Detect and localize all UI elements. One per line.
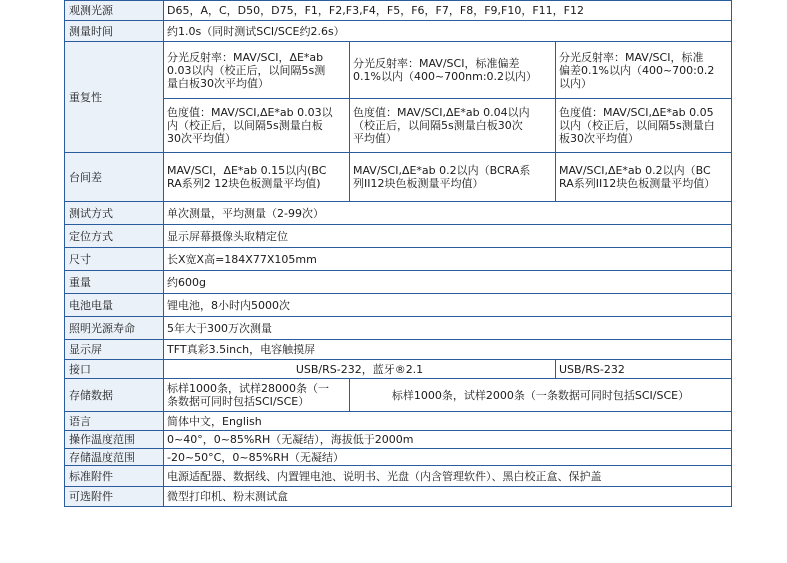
- row-label: 标准附件: [65, 466, 164, 487]
- row-value: 显示屏幕摄像头取精定位: [164, 225, 732, 248]
- row-label: 测试方式: [65, 202, 164, 225]
- row-value: 单次测量，平均测量（2-99次）: [164, 202, 732, 225]
- inter-instrument-3: MAV/SCI,ΔE*ab 0.2以内（BC RA系列II12块色板测量平均值）: [556, 153, 732, 202]
- row-inter-instrument: [65, 153, 732, 202]
- row-light-source: [65, 1, 732, 21]
- row-value: D65，A，C，D50，D75，F1，F2,F3,F4，F5，F6，F7，F8，F9,F10，F11，F12: [164, 1, 732, 21]
- repeatability-reflectance-1: 分光反射率：MAV/SCI，ΔE*ab 0.03以内（校正后，以间隔5s测 量白板30次平均值）: [164, 42, 350, 99]
- row-label: 重复性: [65, 42, 164, 153]
- row-optional-accessories: [65, 487, 732, 507]
- row-size: [65, 248, 732, 271]
- row-label: 重量: [65, 271, 164, 294]
- row-label: 测量时间: [65, 21, 164, 42]
- row-test-mode: [65, 202, 732, 225]
- repeatability-chroma-2: 色度值：MAV/SCI,ΔE*ab 0.04以内 （校正后，以间隔5s测量白板30次 平均值）: [350, 99, 556, 153]
- row-standard-accessories: [65, 466, 732, 487]
- row-value: 约600g: [164, 271, 732, 294]
- row-positioning: [65, 225, 732, 248]
- row-operating-temp: [65, 431, 732, 449]
- row-storage-temp: [65, 449, 732, 466]
- row-label: 台间差: [65, 153, 164, 202]
- row-label: 可选附件: [65, 487, 164, 507]
- row-value: 约1.0s（同时测试SCI/SCE约2.6s）: [164, 21, 732, 42]
- storage-value-b: 标样1000条，试样2000条（一条数据可同时包括SCI/SCE）: [350, 379, 732, 412]
- row-label: 接口: [65, 360, 164, 379]
- row-weight: [65, 271, 732, 294]
- row-label: 尺寸: [65, 248, 164, 271]
- row-value: 电源适配器、数据线、内置锂电池、说明书、光盘（内含管理软件）、黑白校正盒、保护盖: [164, 466, 732, 487]
- row-value: 5年大于300万次测量: [164, 317, 732, 340]
- repeatability-reflectance-3: 分光反射率：MAV/SCI，标准 偏差0.1%以内（400~700:0.2 以内）: [556, 42, 732, 99]
- interface-value-a: USB/RS-232，蓝牙®2.1: [164, 360, 556, 379]
- row-display: [65, 340, 732, 360]
- row-battery: [65, 294, 732, 317]
- row-label: 语言: [65, 412, 164, 431]
- row-language: [65, 412, 732, 431]
- row-label: 存储数据: [65, 379, 164, 412]
- row-repeatability-reflectance: [65, 42, 732, 99]
- row-measure-time: [65, 21, 732, 42]
- inter-instrument-2: MAV/SCI,ΔE*ab 0.2以内（BCRA系 列II12块色板测量平均值）: [350, 153, 556, 202]
- row-value: -20~50°C，0~85%RH（无凝结）: [164, 449, 732, 466]
- interface-value-b: USB/RS-232: [556, 360, 732, 379]
- row-value: 简体中文，English: [164, 412, 732, 431]
- row-label: 显示屏: [65, 340, 164, 360]
- row-value: 0~40°，0~85%RH（无凝结），海拔低于2000m: [164, 431, 732, 449]
- inter-instrument-1: MAV/SCI，ΔE*ab 0.15以内(BC RA系列2 12块色板测量平均值): [164, 153, 350, 202]
- row-label: 电池电量: [65, 294, 164, 317]
- row-label: 操作温度范围: [65, 431, 164, 449]
- row-label: 观测光源: [65, 1, 164, 21]
- row-storage: [65, 379, 732, 412]
- row-lamp-life: [65, 317, 732, 340]
- row-label: 照明光源寿命: [65, 317, 164, 340]
- repeatability-chroma-1: 色度值：MAV/SCI,ΔE*ab 0.03以 内（校正后，以间隔5s测量白板 30次平均值）: [164, 99, 350, 153]
- repeatability-chroma-3: 色度值：MAV/SCI,ΔE*ab 0.05 以内（校正后，以间隔5s测量白 板30次平均值）: [556, 99, 732, 153]
- storage-value-a: 标样1000条，试样28000条（一 条数据可同时包括SCI/SCE）: [164, 379, 350, 412]
- row-label: 定位方式: [65, 225, 164, 248]
- row-value: TFT真彩3.5inch，电容触摸屏: [164, 340, 732, 360]
- row-value: 微型打印机、粉末测试盒: [164, 487, 732, 507]
- row-value: 锂电池，8小时内5000次: [164, 294, 732, 317]
- row-label: 存储温度范围: [65, 449, 164, 466]
- repeatability-reflectance-2: 分光反射率：MAV/SCI，标准偏差 0.1%以内（400~700nm:0.2以内）: [350, 42, 556, 99]
- row-value: 长X宽X高=184X77X105mm: [164, 248, 732, 271]
- row-repeatability-chroma: [65, 99, 732, 153]
- spec-table: [64, 0, 732, 507]
- row-interface: [65, 360, 732, 379]
